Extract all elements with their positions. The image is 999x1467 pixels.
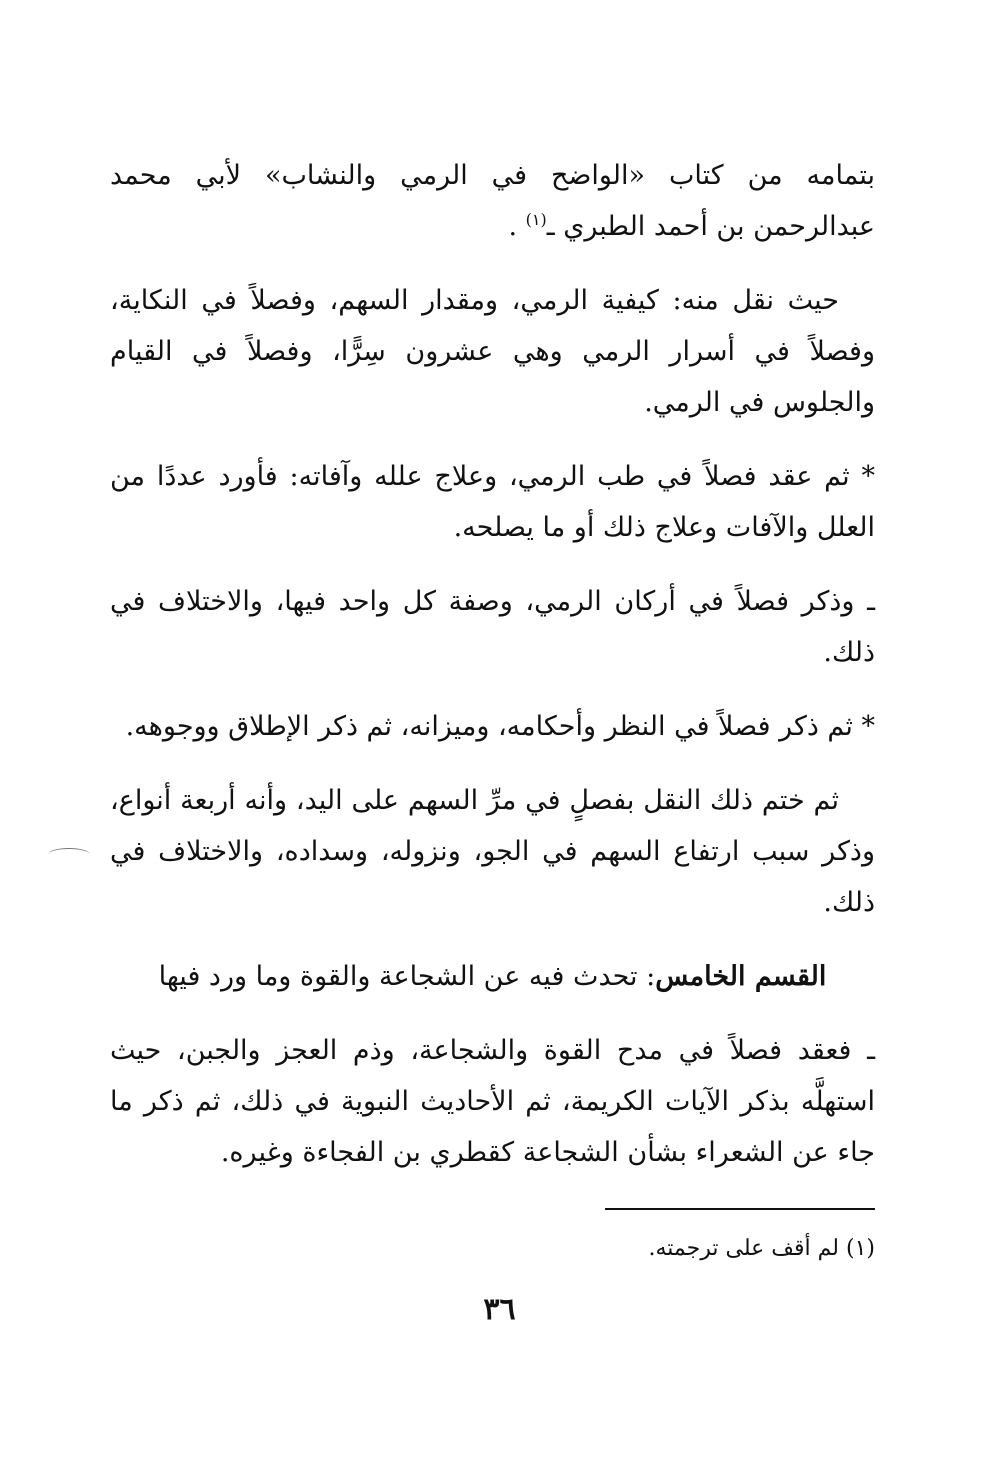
page-number: ٣٦ — [483, 1292, 516, 1327]
paragraph-5: * ثم ذكر فصلاً في النظر وأحكامه، وميزانه، ثم ذكر الإطلاق ووجوهه. — [125, 711, 875, 742]
footnote-divider — [605, 1208, 875, 1210]
footnote — [420, 1232, 875, 1266]
section-heading-text: : تحدث فيه عن الشجاعة والقوة وما ورد فيها — [158, 961, 656, 992]
footnote-text: لم أقف على ترجمته. — [648, 1236, 839, 1261]
footnote-reference[interactable]: (١) — [525, 210, 547, 229]
paragraph-2: حيث نقل منه: كيفية الرمي، ومقدار السهم، وفصلاً في النكاية، وفصلاً في أسرار الرمي وهي عشرون سِرًّا، وفصلاً في القيام والجلوس في الرمي. — [110, 285, 875, 418]
footnote-number: (١) — [845, 1236, 875, 1261]
paragraph-1 — [110, 150, 875, 252]
paragraph-3: * ثم عقد فصلاً في طب الرمي، وعلاج علله وآفاته: فأورد عددًا من العلل والآفات وعلاج ذلك أو ما يصلحه. — [110, 461, 875, 543]
paragraph-4: ـ وذكر فصلاً في أركان الرمي، وصفة كل واحد فيها، والاختلاف في ذلك. — [110, 586, 875, 668]
page-body — [110, 150, 875, 1201]
paragraph-1-end: . — [508, 211, 518, 242]
paragraph-1-text: بتمامه من كتاب «الواضح في الرمي والنشاب» لأبي محمد عبدالرحمن بن أحمد الطبري ـ — [110, 160, 875, 242]
scan-artifact-mark — [48, 848, 90, 861]
section-heading-label: القسم الخامس — [655, 961, 827, 992]
section-heading — [110, 951, 875, 1002]
paragraph-7: ـ فعقد فصلاً في مدح القوة والشجاعة، وذم العجز والجبن، حيث استهلَّه بذكر الآيات الكريمة، ثم الأحاديث النبوية في ذلك، ثم ذكر ما جاء عن الشعراء بشأن الشجاعة كقطري بن الفجاءة وغيره. — [110, 1035, 875, 1168]
paragraph-6: ثم ختم ذلك النقل بفصلٍ في مرِّ السهم على اليد، وأنه أربعة أنواع، وذكر سبب ارتفاع السهم في الجو، ونزوله، وسداده، والاختلاف في ذلك. — [110, 785, 875, 918]
